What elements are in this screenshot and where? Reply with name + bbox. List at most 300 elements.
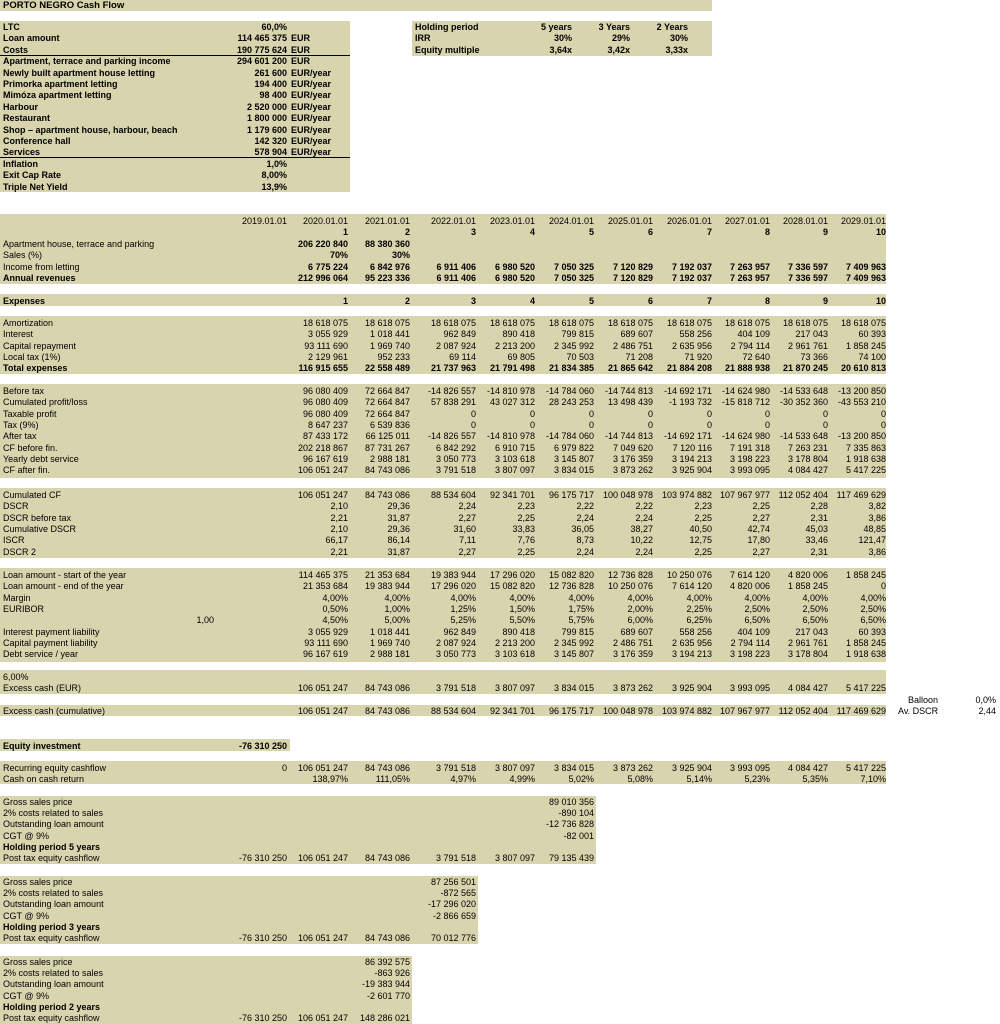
expense-row-col-8: 21 888 938 (724, 363, 770, 374)
expense-row-label: Capital repayment (3, 340, 77, 351)
ratio-row-col-3: 2,27 (458, 546, 476, 557)
expenses-period-col-8: 8 (764, 296, 770, 306)
ratio-row-col-5: 96 175 717 (548, 490, 594, 500)
param-label: Restaurant (3, 113, 51, 124)
profit-row-col-5: 3 834 015 (553, 465, 594, 476)
loan-row-value: 4,00% (384, 592, 410, 603)
profit-row-col-1: 96 080 409 (302, 397, 348, 408)
revenue-row-col-10: 7 409 963 (845, 261, 886, 272)
expense-row-col-1: 116 915 655 (298, 363, 348, 374)
ratio-row-label: Cumulated CF (3, 490, 62, 500)
loan-row-value: 3 178 804 (787, 649, 828, 660)
year-header: 2028.01.01 (782, 216, 828, 226)
revenue-row-col-5: 7 050 325 (553, 261, 594, 272)
exit-row-label: Holding period 3 years (3, 921, 101, 932)
profit-row-col-4: 3 103 618 (494, 453, 535, 464)
year-header: 2027.01.01 (724, 216, 770, 226)
ratio-row-label: ISCR (3, 535, 25, 546)
period-header: 8 (764, 227, 770, 237)
param-value: 142 320 (254, 136, 287, 146)
returns-value: 29% (611, 33, 630, 43)
ratio-row-col-1: 66,17 (325, 535, 348, 546)
loan-row-value: 4 820 006 (787, 570, 828, 580)
exit-row-label: Holding period 2 years (3, 1001, 101, 1012)
year-header: 2023.01.01 (489, 216, 535, 226)
revenue-row-col-6: 7 120 829 (612, 272, 653, 283)
exit-row-label: 2% costs related to sales (3, 968, 104, 979)
param-value: 194 400 (254, 79, 287, 89)
avdscr-value: 2,44 (978, 706, 996, 716)
ratio-row-col-2: 86,14 (387, 535, 410, 546)
profit-row-col-8: -14 624 980 (721, 386, 770, 396)
profit-row-col-7: -14 692 171 (663, 386, 712, 396)
profit-row-col-10: -13 200 850 (837, 386, 886, 396)
profit-row-label: Cumulated profit/loss (3, 397, 88, 408)
revenue-row-col-9: 7 336 597 (787, 272, 828, 283)
ratio-row-col-7: 2,23 (694, 501, 712, 512)
param-value: 1 800 000 (246, 113, 287, 124)
param-unit: EUR/year (291, 147, 332, 158)
profit-row-col-9: 4 084 427 (787, 465, 828, 476)
excess-col-7: 3 925 904 (671, 683, 712, 693)
recurring-col-5: 3 834 015 (553, 763, 594, 773)
param-value: 114 465 375 (237, 33, 287, 44)
expense-row-col-1: 93 111 690 (304, 340, 348, 351)
loan-row-value: 2,50% (744, 603, 770, 614)
excess-col-3: 3 791 518 (435, 683, 476, 693)
coc-col-10: 7,10% (860, 774, 886, 784)
post-tax-value: 106 051 247 (297, 933, 348, 943)
profit-row-col-3: 3 050 773 (435, 453, 476, 464)
expenses-period-col-3: 3 (470, 296, 476, 306)
loan-row-value: 7 614 120 (729, 570, 770, 580)
profit-row-col-4: -14 810 978 (486, 386, 535, 396)
period-header: 1 (342, 227, 348, 237)
post-tax-value: 84 743 086 (364, 853, 410, 863)
loan-row-value: 4,00% (627, 592, 653, 603)
loan-row-value: 2,50% (860, 603, 886, 614)
expense-row-col-8: 72 640 (742, 351, 770, 362)
loan-row-value: 10 250 076 (666, 570, 712, 580)
loan-row-value: 4,00% (509, 592, 535, 603)
expense-row-col-3: 69 114 (449, 351, 476, 362)
expense-row-col-5: 70 503 (566, 351, 594, 362)
avdscr-label: Av. DSCR (898, 706, 939, 716)
expense-row-col-9: 217 043 (795, 329, 828, 340)
ratio-row-col-5: 2,22 (576, 501, 594, 512)
exit-row-label: 2% costs related to sales (3, 888, 104, 899)
expense-row-col-6: 21 865 642 (607, 363, 653, 374)
param-unit: EUR (291, 33, 311, 44)
excess-cum-col-7: 103 974 882 (661, 706, 712, 716)
profit-row-col-3: 0 (470, 419, 476, 430)
revenue-row-col-3: 6 911 406 (436, 272, 476, 283)
ratio-row-col-8: 107 967 977 (719, 490, 770, 500)
post-tax-label: Post tax equity cashflow (3, 853, 100, 863)
loan-row-value: 4 820 006 (729, 581, 770, 592)
loan-row-value: 6,50% (744, 615, 770, 626)
param-value: 261 600 (254, 67, 287, 78)
param-value: 190 775 624 (236, 44, 287, 55)
exit-row-value: -2 601 770 (366, 990, 410, 1001)
coc-col-3: 4,97% (450, 774, 476, 784)
loan-row-value: 2 087 924 (435, 637, 476, 648)
recurring-col-7: 3 925 904 (671, 763, 712, 773)
revenue-row-label: Apartment house, terrace and parking (3, 239, 155, 249)
loan-row-value: 5,00% (384, 615, 410, 626)
loan-row-value: 10 250 076 (607, 581, 653, 592)
profit-row-col-6: 13 498 439 (607, 397, 653, 408)
excess-cum-col-9: 112 052 404 (778, 706, 828, 716)
excess-cum-col-10: 117 469 629 (836, 706, 886, 716)
expenses-period-col-5: 5 (588, 296, 594, 306)
ratio-row-col-8: 42,74 (747, 523, 770, 534)
revenue-row-col-10: 7 409 963 (845, 272, 886, 283)
loan-row-value: 558 256 (679, 626, 712, 637)
profit-row-col-5: -14 784 060 (545, 431, 594, 442)
recurring-col-10: 5 417 225 (845, 763, 886, 773)
expense-row-col-2: 952 233 (377, 351, 410, 362)
exit-row-value: -17 296 020 (427, 899, 476, 910)
loan-row-value: 6,50% (860, 615, 886, 626)
coc-col-7: 5,14% (686, 774, 712, 784)
period-header: 9 (822, 227, 828, 237)
exit-row-label: CGT @ 9% (3, 990, 49, 1001)
param-label: Harbour (3, 101, 39, 112)
period-header: 4 (529, 227, 535, 237)
ratio-row-col-6: 2,22 (635, 501, 653, 512)
expense-row-col-4: 2 213 200 (494, 340, 535, 351)
expenses-period-col-6: 6 (647, 296, 653, 306)
param-label: Mimóza apartment letting (3, 90, 112, 101)
loan-row-value: 2 213 200 (494, 637, 535, 648)
expense-row-col-4: 18 618 075 (489, 318, 535, 328)
excess-cum-col-6: 100 048 978 (602, 706, 653, 716)
post-tax-value: -76 310 250 (238, 853, 287, 863)
loan-row-value: 2 345 992 (553, 637, 594, 648)
loan-row-value: 6,50% (802, 615, 828, 626)
profit-row-col-9: -14 533 648 (779, 386, 828, 396)
returns-value: 30% (553, 33, 572, 43)
profit-row-col-10: 5 417 225 (845, 465, 886, 476)
recurring-col-9: 4 084 427 (787, 763, 828, 773)
loan-row-value: 1 918 638 (845, 649, 886, 660)
year-header: 2029.01.01 (840, 216, 886, 226)
ratio-row-col-3: 31,60 (453, 523, 476, 534)
year-header: 2025.01.01 (607, 216, 653, 226)
loan-row-value: 3 198 223 (729, 649, 770, 660)
ratio-row-col-4: 2,25 (517, 512, 535, 523)
loan-row-label: Debt service / year (3, 649, 79, 660)
ratio-row-col-10: 121,47 (858, 535, 886, 546)
expense-row-col-2: 1 969 740 (369, 340, 410, 351)
excess-cum-col-4: 92 341 701 (489, 706, 535, 716)
profit-row-col-2: 6 539 836 (369, 419, 410, 430)
param-label: Conference hall (3, 136, 71, 146)
profit-row-col-10: 0 (880, 419, 886, 430)
loan-row-value: 0,50% (322, 603, 348, 614)
loan-row-value: 4,00% (686, 592, 712, 603)
loan-row-value: 2 486 751 (612, 637, 653, 648)
year-header: 2020.01.01 (302, 216, 348, 226)
post-tax-value: 106 051 247 (297, 1013, 348, 1023)
returns-value: 3,64x (549, 44, 572, 55)
loan-row-value: 404 109 (737, 626, 770, 637)
profit-row-col-2: 66 125 011 (365, 431, 410, 442)
loan-row-value: 19 383 944 (364, 581, 410, 592)
profit-row-col-10: -13 200 850 (837, 431, 886, 442)
ratio-row-col-3: 2,27 (458, 512, 476, 523)
recurring-label: Recurring equity cashflow (3, 763, 107, 773)
coc-col-5: 5,02% (568, 774, 594, 784)
param-value: 1,0% (266, 158, 287, 169)
param-value: 1 179 600 (246, 124, 287, 135)
loan-row-value: 15 082 820 (548, 570, 594, 580)
revenue-row-label: Annual revenues (3, 272, 76, 283)
profit-row-col-4: -14 810 978 (486, 431, 535, 442)
expense-row-col-3: 2 087 924 (435, 340, 476, 351)
revenue-row-col-6: 7 120 829 (612, 261, 653, 272)
ratio-row-col-8: 17,80 (747, 535, 770, 546)
excess-cum-col-5: 96 175 717 (548, 706, 594, 716)
post-tax-value: 79 135 439 (548, 853, 594, 863)
ratio-row-col-9: 2,31 (810, 546, 828, 557)
expense-row-label: Interest (3, 329, 34, 340)
ratio-row-col-2: 84 743 086 (364, 490, 410, 500)
profit-row-col-2: 72 664 847 (364, 386, 410, 396)
year-header: 2019.01.01 (241, 216, 287, 226)
excess-cum-col-2: 84 743 086 (364, 706, 410, 716)
expense-row-col-9: 18 618 075 (782, 318, 828, 328)
loan-row-value: 1 018 441 (369, 626, 410, 637)
coc-col-6: 5,08% (627, 774, 653, 784)
ratio-row-col-5: 36,05 (571, 523, 594, 534)
profit-row-col-1: 202 218 867 (297, 442, 348, 453)
revenue-row-col-2: 30% (391, 250, 410, 261)
expenses-title: Expenses (3, 296, 46, 306)
profit-row-col-8: 0 (764, 408, 770, 419)
profit-row-col-6: 7 049 620 (612, 442, 653, 453)
exit-row-label: CGT @ 9% (3, 910, 49, 921)
equity-label: Equity investment (3, 741, 81, 751)
loan-row-value: 5,50% (509, 615, 535, 626)
ratio-row-col-8: 2,27 (752, 512, 770, 523)
loan-row-label: Margin (3, 592, 31, 603)
revenue-row-col-8: 7 263 957 (729, 272, 770, 283)
balloon-value: 0,0% (975, 695, 996, 705)
loan-row-value: 114 465 375 (298, 570, 348, 580)
profit-row-col-9: -30 352 360 (779, 397, 828, 408)
ratio-row-col-1: 2,10 (330, 501, 348, 512)
exit-row-label: CGT @ 9% (3, 830, 49, 841)
recurring-col-0: 0 (281, 763, 287, 773)
ratio-row-col-9: 2,28 (810, 501, 828, 512)
expense-row-col-2: 1 018 441 (369, 329, 410, 340)
profit-row-col-1: 96 080 409 (302, 386, 348, 396)
ratio-row-col-2: 29,36 (387, 501, 410, 512)
loan-row-value: 19 383 944 (430, 570, 476, 580)
ratio-row-col-6: 38,27 (630, 523, 653, 534)
expense-row-col-5: 21 834 385 (548, 363, 594, 374)
ratio-row-col-8: 2,27 (752, 546, 770, 557)
ratio-row-col-1: 2,21 (330, 512, 348, 523)
loan-row-label: Interest payment liability (3, 626, 100, 637)
ratio-row-col-4: 2,25 (517, 546, 535, 557)
exit-row-label: Outstanding loan amount (3, 899, 104, 910)
excess-col-5: 3 834 015 (553, 683, 594, 693)
profit-row-col-8: 3 993 095 (729, 465, 770, 476)
ratio-row-col-7: 40,50 (689, 523, 712, 534)
loan-row-value: 1 858 245 (845, 570, 886, 580)
exit-row-label: Outstanding loan amount (3, 819, 104, 830)
year-header: 2021.01.01 (364, 216, 410, 226)
profit-row-col-1: 96 080 409 (302, 408, 348, 419)
loan-row-value: 2 961 761 (787, 637, 828, 648)
expense-row-col-3: 962 849 (443, 329, 476, 340)
revenue-row-col-3: 6 911 406 (436, 261, 476, 272)
post-tax-value: -76 310 250 (238, 1013, 287, 1023)
param-value: 13,9% (261, 181, 287, 192)
param-label: LTC (3, 22, 20, 32)
ratio-row-col-2: 31,87 (387, 546, 410, 557)
recurring-col-2: 84 743 086 (364, 763, 410, 773)
expenses-period-col-4: 4 (529, 296, 535, 306)
profit-row-col-8: 0 (764, 419, 770, 430)
profit-row-col-10: 0 (880, 408, 886, 419)
revenue-row-col-1: 6 775 224 (307, 261, 348, 272)
profit-row-col-7: 0 (706, 408, 712, 419)
param-label: Inflation (3, 158, 38, 169)
ratio-row-label: DSCR (3, 501, 29, 512)
loan-row-value: 17 296 020 (489, 570, 535, 580)
ratio-row-col-7: 2,25 (694, 546, 712, 557)
profit-row-label: Yearly debt service (3, 453, 79, 464)
expense-row-col-6: 689 607 (620, 329, 653, 340)
loan-row-value: 2 988 181 (369, 649, 410, 660)
recurring-col-1: 106 051 247 (297, 763, 348, 773)
revenue-row-label: Income from letting (3, 261, 80, 272)
coc-col-9: 5,35% (802, 774, 828, 784)
ratio-row-col-3: 7,11 (459, 535, 476, 546)
expense-row-col-2: 18 618 075 (364, 318, 410, 328)
excess-col-1: 106 051 247 (297, 683, 348, 693)
expense-row-col-9: 73 366 (800, 351, 828, 362)
period-header: 7 (706, 227, 712, 237)
exit-row-label: Outstanding loan amount (3, 979, 104, 990)
returns-header: 3 Years (598, 22, 630, 32)
profit-row-col-7: 0 (706, 419, 712, 430)
param-label: Costs (3, 44, 29, 55)
ratio-row-col-9: 112 052 404 (778, 490, 828, 500)
sheet-title: PORTO NEGRO Cash Flow (3, 0, 125, 11)
excess-cum-label: Excess cash (cumulative) (3, 706, 106, 716)
expense-row-col-1: 3 055 929 (307, 329, 348, 340)
profit-row-col-2: 87 731 267 (364, 442, 410, 453)
expense-row-label: Total expenses (3, 363, 68, 374)
period-header: 3 (470, 227, 476, 237)
period-header: 10 (875, 227, 886, 237)
profit-row-col-5: 0 (588, 408, 594, 419)
period-header: 6 (647, 227, 653, 237)
post-tax-label: Post tax equity cashflow (3, 1013, 100, 1023)
returns-row-label: IRR (415, 33, 431, 43)
coc-col-2: 111,05% (375, 774, 410, 784)
profit-row-label: After tax (3, 431, 37, 442)
period-header: 2 (404, 227, 410, 237)
loan-row-value: 93 111 690 (304, 637, 348, 648)
balloon-label: Balloon (908, 695, 939, 705)
equity-value: -76 310 250 (238, 741, 287, 751)
profit-row-label: CF after fin. (3, 465, 51, 476)
expense-row-col-1: 18 618 075 (302, 318, 348, 328)
param-unit: EUR/year (291, 124, 332, 135)
expense-row-col-10: 20 610 813 (840, 363, 886, 374)
loan-row-value: 1 858 245 (845, 637, 886, 648)
profit-row-col-4: 0 (529, 419, 535, 430)
expense-row-col-5: 2 345 992 (553, 340, 594, 351)
profit-row-col-6: 0 (647, 419, 653, 430)
loan-row-value: 962 849 (443, 626, 476, 637)
loan-row-value: 1 858 245 (787, 581, 828, 592)
expense-row-col-7: 21 884 208 (666, 363, 712, 374)
period-header: 5 (588, 227, 594, 237)
expense-row-col-4: 69 805 (507, 351, 535, 362)
loan-row-value: 2,50% (802, 603, 828, 614)
expenses-period-col-10: 10 (875, 296, 886, 306)
revenue-row-col-1: 206 220 840 (297, 239, 348, 249)
ratio-row-col-2: 29,36 (387, 523, 410, 534)
ratio-row-col-9: 2,31 (810, 512, 828, 523)
revenue-row-col-1: 70% (329, 250, 348, 261)
expense-row-col-3: 21 737 963 (430, 363, 476, 374)
expense-row-col-6: 2 486 751 (612, 340, 653, 351)
expense-row-col-1: 2 129 961 (307, 351, 348, 362)
loan-row-value: 4,00% (568, 592, 594, 603)
ratio-row-col-9: 45,03 (805, 523, 828, 534)
profit-row-col-2: 2 988 181 (369, 453, 410, 464)
profit-row-col-2: 72 664 847 (364, 408, 410, 419)
profit-row-col-5: 0 (588, 419, 594, 430)
expense-row-col-7: 2 635 956 (671, 340, 712, 351)
excess-col-9: 4 084 427 (787, 683, 828, 693)
expense-row-col-6: 71 208 (625, 351, 653, 362)
loan-row-value: 3 103 618 (494, 649, 535, 660)
revenue-row-col-8: 7 263 957 (729, 261, 770, 272)
expense-row-col-7: 71 920 (684, 351, 712, 362)
profit-row-label: Tax (9%) (3, 419, 39, 430)
param-value: 98 400 (259, 90, 287, 101)
revenue-row-col-1: 212 996 064 (297, 272, 348, 283)
ratio-row-col-3: 2,24 (458, 501, 476, 512)
recurring-col-6: 3 873 262 (612, 763, 653, 773)
param-unit: EUR (291, 44, 311, 55)
loan-row-value: 4,00% (860, 592, 886, 603)
excess-cum-col-8: 107 967 977 (719, 706, 770, 716)
exit-row-value: -2 866 659 (432, 910, 476, 921)
profit-row-col-7: 3 925 904 (671, 465, 712, 476)
ratio-row-label: DSCR 2 (3, 546, 37, 557)
coc-label: Cash on cash return (3, 774, 85, 784)
loan-row-value: 4,00% (744, 592, 770, 603)
returns-value: 3,42x (607, 44, 630, 55)
profit-row-col-5: 3 145 807 (553, 453, 594, 464)
profit-row-col-5: 28 243 253 (548, 397, 594, 408)
excess-label: Excess cash (EUR) (3, 683, 82, 693)
revenue-row-col-7: 7 192 037 (671, 261, 712, 272)
profit-row-col-8: -15 818 712 (721, 397, 770, 408)
expense-row-col-7: 558 256 (679, 329, 712, 340)
profit-row-col-7: -1 193 732 (668, 397, 712, 408)
